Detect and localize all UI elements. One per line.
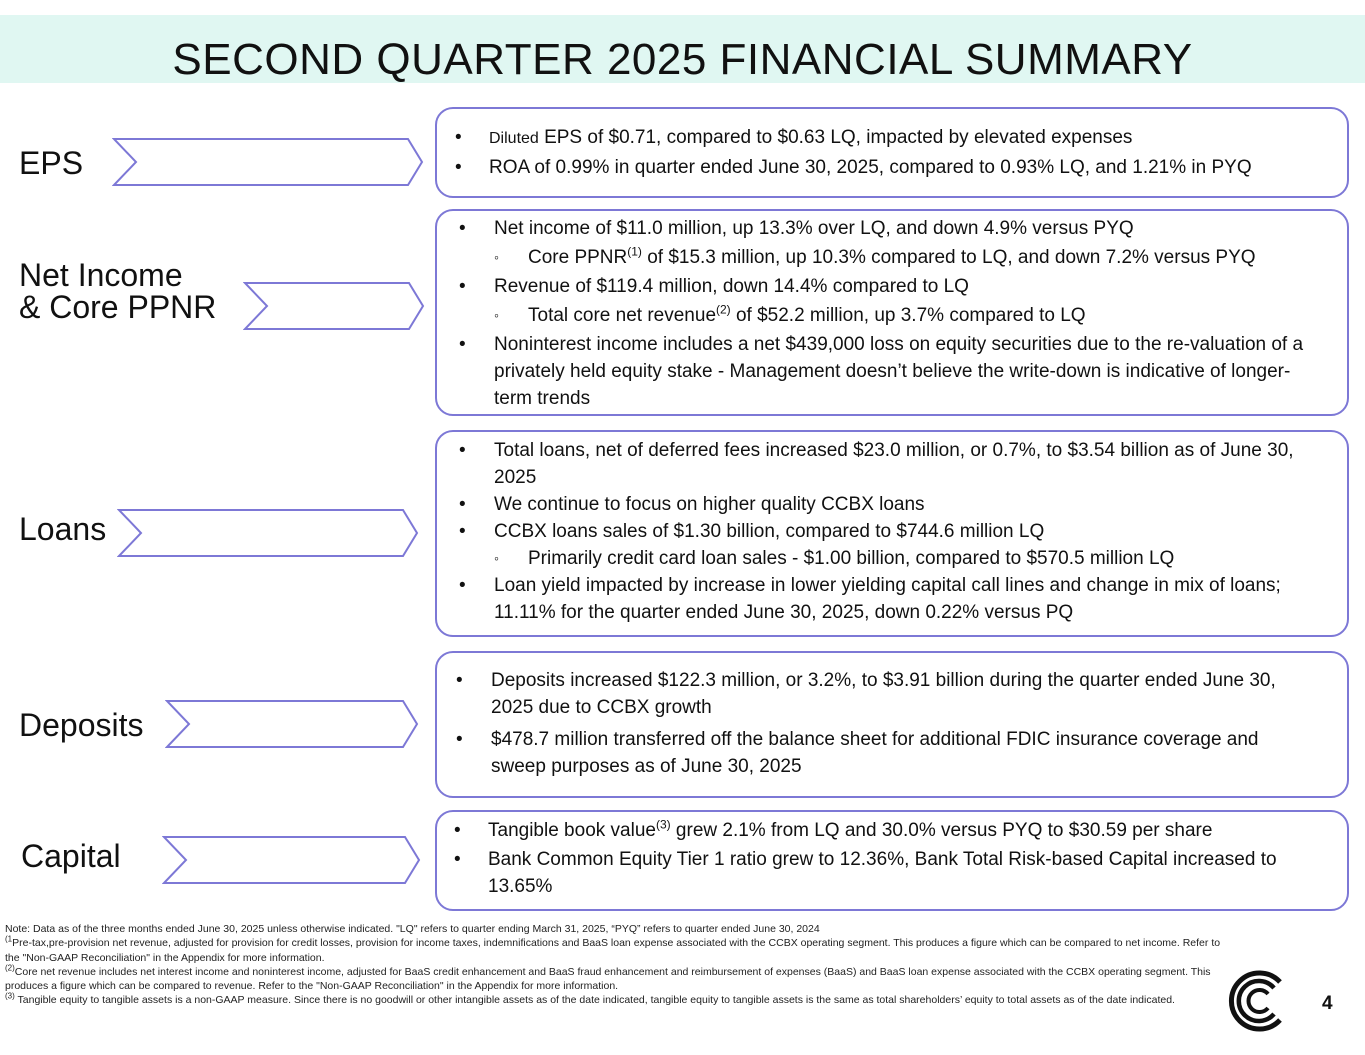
page-number: 4 — [1322, 993, 1333, 1014]
list-item — [456, 667, 1317, 721]
deposits-box — [435, 651, 1349, 798]
list-item — [459, 331, 1327, 412]
capital-arrow-icon — [162, 835, 421, 885]
bullet-icon: • — [456, 670, 463, 691]
list-item — [456, 726, 1317, 780]
bullet-icon: • — [459, 440, 466, 461]
deposits-increase-text: Deposits increased $122.3 million, or 3.2%, to $3.91 billion during the quarter ended June 30, 2025 due to CCBX growth — [491, 670, 1276, 718]
ccbx-focus-text: We continue to focus on higher quality CCBX loans — [494, 494, 925, 515]
eps-arrow-icon — [112, 137, 424, 187]
sub-bullet-icon: ◦ — [494, 249, 499, 265]
bullet-icon: • — [459, 575, 466, 596]
net-income-label-line2: & Core PPNR — [19, 289, 217, 325]
list-item — [455, 154, 1347, 181]
sub-bullet-icon: ◦ — [494, 550, 499, 566]
roa-bullet-text: ROA of 0.99% in quarter ended June 30, 2025, compared to 0.93% LQ, and 1.21% in PYQ — [489, 157, 1252, 178]
bullet-icon: • — [454, 820, 461, 841]
page-title: SECOND QUARTER 2025 FINANCIAL SUMMARY — [172, 35, 1193, 84]
bullet-icon: • — [459, 276, 466, 297]
sub-bullet-icon: ◦ — [494, 307, 499, 323]
loans-label: Loans — [19, 511, 107, 547]
footnote-2 — [5, 965, 1227, 994]
credit-card-sales-text: Primarily credit card loan sales - $1.00 billion, compared to $570.5 million LQ — [528, 548, 1175, 569]
eps-box — [435, 107, 1349, 198]
tangible-book-text: Tangible book value — [488, 820, 656, 841]
cet1-text: Bank Common Equity Tier 1 ratio grew to 12.36%, Bank Total Risk-based Capital increased to 13.65% — [488, 849, 1277, 897]
eps-prefix: Diluted — [489, 130, 539, 147]
footnote-mark: (3) — [5, 991, 15, 1001]
eps-bullet-text: EPS of $0.71, compared to $0.63 LQ, impacted by elevated expenses — [538, 127, 1133, 148]
revenue-text: Revenue of $119.4 million, down 14.4% compared to LQ — [494, 276, 969, 297]
list-item — [455, 124, 1347, 152]
footnote-ref: (1) — [627, 244, 642, 259]
eps-label: EPS — [19, 145, 84, 181]
core-revenue-text-cont: of $52.2 million, up 3.7% compared to LQ — [730, 305, 1086, 326]
loans-box — [435, 430, 1349, 637]
list-item — [459, 518, 1317, 545]
footnote-mark: (2) — [5, 963, 15, 973]
core-ppnr-text: Core PPNR — [528, 247, 628, 268]
list-item — [454, 846, 1327, 900]
bullet-icon: • — [455, 127, 462, 148]
list-item — [459, 273, 1327, 300]
list-item — [459, 244, 1327, 271]
footnote-3-text: Tangible equity to tangible assets is a non-GAAP measure. Since there is no goodwill or other intangible assets as of the date indicated, tangible equity to tangible assets is the same as total shareholders’ equity to total assets as of the date indicated. — [14, 994, 1175, 1007]
off-balance-sheet-text: $478.7 million transferred off the balance sheet for additional FDIC insurance coverage and sweep purposes as of June 30, 2025 — [491, 729, 1259, 777]
company-logo-icon — [1226, 968, 1292, 1034]
core-ppnr-text-cont: of $15.3 million, up 10.3% compared to LQ, and down 7.2% versus PYQ — [641, 247, 1256, 268]
loans-arrow-icon — [117, 508, 419, 558]
bullet-icon: • — [459, 494, 466, 515]
list-item — [459, 491, 1317, 518]
tangible-book-text-cont: grew 2.1% from LQ and 30.0% versus PYQ to $30.59 per share — [670, 820, 1213, 841]
footnote-1 — [5, 936, 1227, 965]
net-income-arrow-icon — [243, 281, 425, 331]
footnote-ref: (3) — [655, 817, 671, 832]
net-income-box — [435, 209, 1349, 416]
list-item — [459, 215, 1327, 242]
loan-yield-text: Loan yield impacted by increase in lower yielding capital call lines and change in mix of loans; 11.11% for the quarter ended June 30, 2025, down 0.22% versus PQ — [494, 575, 1281, 623]
core-revenue-text: Total core net revenue — [528, 305, 717, 326]
list-item — [459, 437, 1317, 491]
bullet-icon: • — [459, 521, 466, 542]
bullet-icon: • — [459, 334, 466, 355]
footnote-2-text: Core net revenue includes net interest income and noninterest income, adjusted for BaaS credit enhancement and BaaS fraud enhancement and reimbursement of expenses (BaaS) and BaaS loan expense associated with the CCBX operating segment. This produces a figure which can be compared to revenue. Refer to the "Non-GAAP Reconciliation" in the Appendix for more information. — [5, 965, 1211, 993]
net-income-label-line1: Net Income — [19, 257, 183, 293]
net-income-text: Net income of $11.0 million, up 13.3% over LQ, and down 4.9% versus PYQ — [494, 218, 1134, 239]
total-loans-text: Total loans, net of deferred fees increased $23.0 million, or 0.7%, to $3.54 billion as of June 30, 2025 — [494, 440, 1294, 488]
footnote-note: Note: Data as of the three months ended June 30, 2025 unless otherwise indicated. "LQ" refers to quarter ending March 31, 2025, “PYQ” refers to quarter ended June 30, 2024 — [5, 923, 820, 935]
deposits-label: Deposits — [19, 707, 144, 743]
bullet-icon: • — [459, 218, 466, 239]
list-item — [459, 302, 1327, 329]
net-income-label — [19, 254, 216, 328]
bullet-icon: • — [456, 729, 463, 750]
footnotes — [5, 922, 1227, 1008]
footnote-1-text: Pre-tax,pre-provision net revenue, adjusted for provision for credit losses, provision for income taxes, indemnifications and BaaS loan expense associated with the CCBX operating segment. This produces a figure which can be compared to net income. Refer to the "Non-GAAP Reconciliation" in the Appendix for more information. — [5, 937, 1221, 964]
bullet-icon: • — [454, 849, 461, 870]
footnote-ref: (2) — [716, 302, 731, 317]
deposits-arrow-icon — [165, 699, 419, 749]
list-item — [454, 817, 1327, 844]
capital-label: Capital — [21, 838, 121, 874]
bullet-icon: • — [455, 157, 462, 178]
list-item — [459, 572, 1317, 626]
footnote-mark: (1 — [5, 934, 13, 944]
ccbx-sales-text: CCBX loans sales of $1.30 billion, compared to $744.6 million LQ — [494, 521, 1045, 542]
capital-box — [435, 810, 1349, 911]
list-item — [459, 545, 1317, 572]
footnote-3 — [5, 993, 1227, 1007]
noninterest-income-text: Noninterest income includes a net $439,000 loss on equity securities due to the re-valuation of a privately held equity stake - Management doesn’t believe the write-down is indicative of longer-term trends — [494, 334, 1304, 409]
